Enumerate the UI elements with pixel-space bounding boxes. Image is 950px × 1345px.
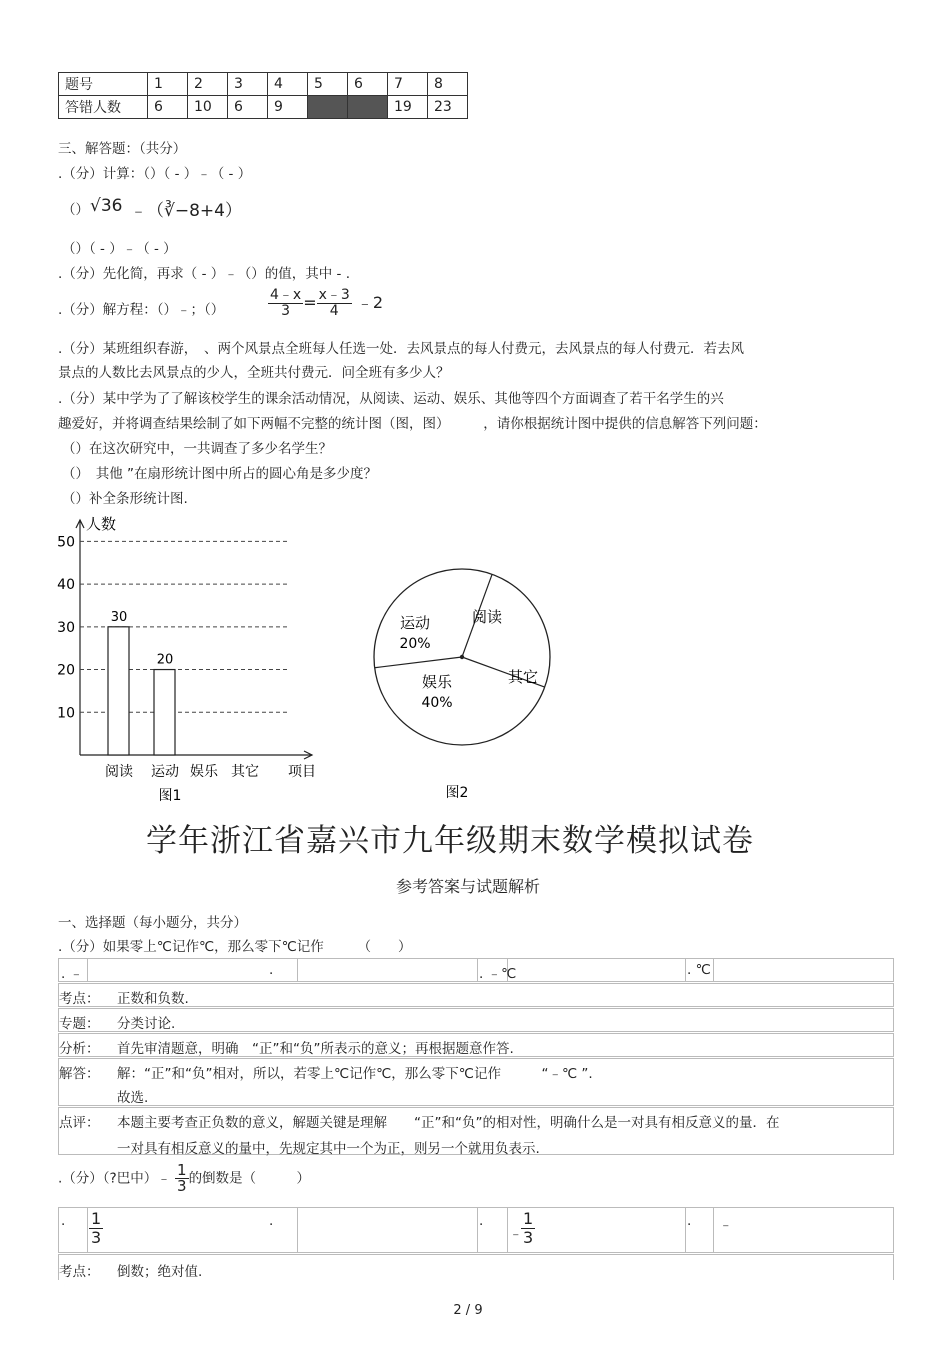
option-c: . ﹣℃ — [479, 966, 517, 982]
frac-denominator: 3 — [281, 303, 291, 319]
x-axis-label: 项目 — [288, 764, 316, 780]
option-d: ﹣ — [719, 1217, 733, 1233]
section1-heading: 一、选择题（每小题分，共分） — [58, 915, 247, 931]
q2-text: .（分）先化简，再求（ - ）﹣（）的值，其中 - . — [58, 266, 350, 282]
frac-denominator: 3 — [91, 1228, 102, 1247]
s1-q2-text — [58, 1163, 310, 1194]
jieda-text-2: 故选. — [117, 1090, 149, 1106]
frac-numerator: 1 — [91, 1209, 102, 1228]
s1-q2-suffix: 的倒数是（ ） — [188, 1170, 311, 1187]
q1-sub2: （）（ - ）﹣（ - ） — [62, 241, 177, 257]
table-cell: 6 — [228, 96, 268, 119]
pie-slice-label: 其它 — [507, 668, 539, 686]
frac-denominator: 4 — [329, 303, 339, 319]
bar — [154, 670, 175, 755]
table-cell: 8 — [428, 73, 468, 96]
y-tick-label: 30 — [57, 619, 75, 636]
q3-frac2 — [317, 288, 352, 319]
divider — [87, 1208, 88, 1252]
kaodian-label: 考点： — [59, 1264, 100, 1280]
q5-sub1: （）在这次研究中，一共调查了多少名学生？ — [62, 441, 332, 457]
bar — [108, 627, 129, 755]
option-d-dot: . — [687, 1213, 692, 1229]
table-cell: 10 — [188, 96, 228, 119]
x-tick-label: 阅读 — [105, 764, 133, 780]
frac-numerator: 1 — [523, 1209, 534, 1228]
section3-heading: 三、解答题：（共分） — [58, 141, 187, 157]
option-a-frac — [89, 1210, 103, 1247]
option-c-dot: . — [479, 1213, 484, 1229]
divider — [477, 1208, 478, 1252]
pie-slice-percent: 40% — [421, 695, 453, 711]
y-axis-label: 人数 — [86, 515, 117, 533]
pie-chart — [360, 560, 560, 810]
divider — [87, 959, 88, 981]
zhuanti-row — [58, 1008, 894, 1032]
table-cell: 3 — [228, 73, 268, 96]
pie-slice-label: 阅读 — [471, 608, 503, 626]
jieda-text-1: 解：“正”和“负”相对，所以，若零上℃记作℃，那么零下℃记作 “﹣℃ ”. — [117, 1066, 593, 1082]
error-count-table — [58, 72, 468, 119]
kaodian-text: 倒数；绝对值. — [117, 1264, 203, 1280]
chart-title: 图2 — [445, 785, 469, 801]
table-cell: 5 — [308, 73, 348, 96]
divider — [685, 1208, 686, 1252]
jieda-label: 解答： — [59, 1066, 100, 1082]
option-a: . ﹣ — [61, 966, 84, 982]
x-tick-label: 其它 — [231, 764, 259, 780]
bar-data-label: 20 — [156, 652, 174, 668]
kaodian-row — [58, 983, 894, 1007]
equals-sign: = — [303, 293, 317, 312]
table-cell-shaded — [348, 96, 388, 119]
table-cell-shaded — [308, 96, 348, 119]
dianping-row — [58, 1107, 894, 1155]
s1-q2-kaodian-row — [58, 1254, 894, 1280]
kaodian-text: 正数和负数. — [117, 991, 189, 1007]
table-cell: 2 — [188, 73, 228, 96]
zhuanti-text: 分类讨论. — [117, 1016, 176, 1032]
bar-data-label: 30 — [110, 609, 128, 625]
pie-slice-label: 娱乐 — [421, 673, 453, 691]
table-cell: 9 — [268, 96, 308, 119]
table-header-label: 题号 — [59, 73, 148, 96]
dianping-text-2: 一对具有相反意义的量中，先规定其中一个为正，则另一个就用负表示. — [117, 1141, 540, 1157]
bar-chart — [50, 510, 340, 810]
q5-sub3: （）补全条形统计图. — [62, 491, 188, 507]
q1-sub1-prefix: （） — [62, 202, 89, 218]
q4-line2: 景点的人数比去风景点的少人，全班共付费元．问全班有多少人？ — [58, 365, 450, 381]
frac-numerator: x﹣3 — [318, 287, 350, 303]
page-number: 2 / 9 — [453, 1303, 483, 1318]
s1-q2-prefix: .（分）（?巴中）﹣ — [58, 1170, 171, 1187]
table-cell: 23 — [428, 96, 468, 119]
divider — [713, 1208, 714, 1252]
divider — [297, 959, 298, 981]
frac-numerator: 1 — [177, 1161, 187, 1179]
q3-frac1 — [268, 288, 303, 319]
kaodian-label: 考点： — [59, 991, 100, 1007]
y-tick-label: 50 — [57, 534, 75, 551]
q3-equation — [268, 288, 383, 319]
dianping-label: 点评： — [59, 1115, 100, 1131]
table-cell: 19 — [388, 96, 428, 119]
q4-line1: .（分）某班组织春游， 、两个风景点全班每人任选一处．去风景点的每人付费元，去风景点的每人付费元．若去风 — [58, 341, 745, 357]
table-cell: 1 — [148, 73, 188, 96]
chart-title: 图1 — [158, 788, 182, 804]
jieda-row — [58, 1058, 894, 1106]
divider — [297, 1208, 298, 1252]
q5-line2: 趣爱好，并将调查结果绘制了如下两幅不完整的统计图（图，图） ，请你根据统计图中提供的信息解答下列问题： — [58, 416, 767, 432]
option-c-frac — [521, 1210, 535, 1247]
option-d: . ℃ — [687, 962, 711, 978]
pie-center — [460, 655, 464, 659]
y-tick-label: 10 — [57, 705, 75, 722]
divider — [477, 959, 478, 981]
x-tick-label: 娱乐 — [190, 764, 218, 780]
fenxi-row — [58, 1033, 894, 1057]
frac-denominator: 3 — [177, 1177, 187, 1195]
table-header-row — [59, 73, 468, 96]
answer-subtitle: 参考答案与试题解析 — [395, 877, 540, 896]
divider — [713, 959, 714, 981]
s1-q1-text: .（分）如果零上℃记作℃，那么零下℃记作 （ ） — [58, 939, 412, 955]
s1-q2-frac — [175, 1163, 189, 1194]
dianping-text-1: 本题主要考查正负数的意义，解题关键是理解 “正”和“负”的相对性，明确什么是一对具有相反意义的量．在 — [117, 1115, 780, 1131]
option-b: . — [269, 962, 274, 978]
table-row — [59, 96, 468, 119]
divider — [685, 959, 686, 981]
option-a-dot: . — [61, 1213, 66, 1229]
q5-line1: .（分）某中学为了了解该校学生的课余活动情况，从阅读、运动、娱乐、其他等四个方面调查了若干名学生的兴 — [58, 391, 724, 407]
table-row-label: 答错人数 — [59, 96, 148, 119]
s1-q1-options-row — [58, 958, 894, 982]
q5-sub2: （） 其他 ”在扇形统计图中所占的圆心角是多少度？ — [62, 466, 378, 482]
s1-q2-options-row — [58, 1207, 894, 1253]
q3-prefix: .（分）解方程：（）﹣；（） — [58, 302, 225, 318]
frac-denominator: 3 — [523, 1228, 534, 1247]
pie-slice-label: 运动 — [399, 614, 431, 632]
q1-text: .（分）计算：（）（ - ）﹣（ - ） — [58, 166, 252, 182]
q3-tail: ﹣2 — [356, 293, 384, 312]
table-cell: 7 — [388, 73, 428, 96]
fenxi-label: 分析： — [59, 1041, 100, 1057]
divider — [507, 1208, 508, 1252]
option-b-dot: . — [269, 1213, 274, 1229]
table-cell: 4 — [268, 73, 308, 96]
x-tick-label: 运动 — [151, 764, 179, 780]
zhuanti-label: 专题： — [59, 1016, 100, 1032]
q1-sub1-expr-a: √36 — [90, 196, 123, 216]
y-tick-label: 20 — [57, 662, 75, 679]
table-cell: 6 — [348, 73, 388, 96]
q1-sub1-expr-b: ﹣（∛−8+4） — [130, 201, 242, 221]
table-cell: 6 — [148, 96, 188, 119]
fenxi-text: 首先审清题意，明确 “正”和“负”所表示的意义；再根据题意作答. — [117, 1041, 514, 1057]
frac-numerator: 4﹣x — [270, 287, 302, 303]
pie-slice-percent: 20% — [399, 636, 431, 652]
y-tick-label: 40 — [57, 577, 75, 594]
option-c-sign: ﹣ — [509, 1226, 523, 1242]
answer-title: 学年浙江省嘉兴市九年级期末数学模拟试卷 — [146, 823, 754, 859]
